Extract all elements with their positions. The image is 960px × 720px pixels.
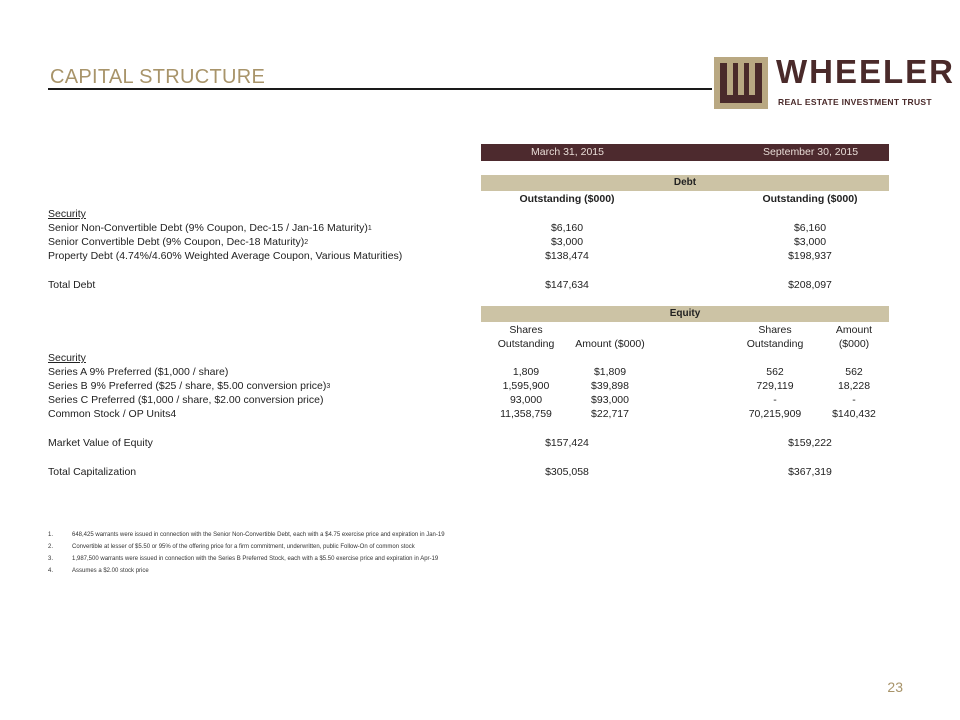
equity-amount-header-2b: ($000) [838,338,870,350]
equity-amount-header-2a: Amount [835,324,873,336]
equity-row-amount-1: $39,898 [591,380,629,392]
period-september-2015: September 30, 2015 [763,146,859,158]
market-value-label: Market Value of Equity [48,437,153,449]
logo-tagline: REAL ESTATE INVESTMENT TRUST [778,97,932,107]
debt-col-header-2: Outstanding ($000) [762,193,858,205]
footnote-number: 3. [48,556,54,562]
total-debt-value-2: $208,097 [788,279,832,291]
debt-row-value-1: $6,160 [550,222,584,234]
total-capitalization-2: $367,319 [788,466,832,478]
debt-row-value-1: $3,000 [550,236,584,248]
debt-security-label: Security [48,208,86,220]
debt-row-value-1: $138,474 [545,250,589,262]
equity-row-label: Series C Preferred ($1,000 / share, $2.00 conversion price) [48,394,324,406]
equity-row-shares-2: 70,215,909 [748,408,802,420]
wheeler-logo [712,53,955,113]
footnote-text: 1,987,500 warrants were issued in connection with the Series B Preferred Stock, each with a $5.50 exercise price and expiration in Apr-19 [72,556,439,562]
equity-row-label: Common Stock / OP Units4 [48,408,177,420]
footnote-text: Convertible at lesser of $5.50 or 95% of the offering price for a firm commitment, underwritten, public Follow-On of common stock [72,544,415,550]
footnote-number: 2. [48,544,54,550]
page-number: 23 [887,679,903,695]
equity-row-shares-1: 1,809 [512,366,540,378]
period-header-bar [481,144,889,161]
equity-row-shares-2: 729,119 [756,380,794,392]
debt-row-value-2: $198,937 [788,250,832,262]
equity-row-amount-2: - [852,394,856,406]
debt-band: Debt [481,175,889,191]
debt-row-label: Senior Non-Convertible Debt (9% Coupon, Dec-15 / Jan-16 Maturity)$^1$ [48,222,372,234]
equity-row-amount-2: 18,228 [837,380,871,392]
market-value-1: $157,424 [545,437,589,449]
title-underline [48,88,714,90]
equity-amount-header-1: Amount ($000) [575,338,645,350]
debt-row-label: Senior Convertible Debt (9% Coupon, Dec-18 Maturity)$^2$ [48,236,309,248]
equity-row-amount-2: $140,432 [832,408,876,420]
equity-row-shares-2: 562 [766,366,784,378]
footnote-number: 4. [48,568,54,574]
equity-row-amount-1: $1,809 [593,366,627,378]
page-title: CAPITAL STRUCTURE [50,66,266,88]
total-debt-value-1: $147,634 [545,279,589,291]
equity-band: Equity [481,306,889,322]
market-value-2: $159,222 [788,437,832,449]
debt-row-value-2: $3,000 [793,236,827,248]
equity-row-amount-1: $93,000 [591,394,629,406]
total-capitalization-1: $305,058 [545,466,589,478]
logo-wordmark: WHEELER [776,53,955,90]
period-march-2015: March 31, 2015 [531,146,604,158]
wheeler-w-mark-icon [712,55,770,111]
equity-row-shares-1: 93,000 [509,394,543,406]
equity-shares-header-2: Shares [758,324,792,336]
equity-row-shares-1: 1,595,900 [502,380,550,392]
equity-row-amount-1: $22,717 [591,408,629,420]
equity-outstanding-header-1: Outstanding [497,338,555,350]
equity-shares-header-1: Shares [509,324,543,336]
equity-row-label: Series B 9% Preferred ($25 / share, $5.00 conversion price)$^3$ [48,380,331,392]
equity-row-amount-2: 562 [845,366,863,378]
equity-row-label: Series A 9% Preferred ($1,000 / share) [48,366,229,378]
debt-row-label: Property Debt (4.74%/4.60% Weighted Average Coupon, Various Maturities) [48,250,403,262]
total-debt-label: Total Debt [48,279,96,291]
debt-col-header-1: Outstanding ($000) [519,193,615,205]
footnote-text: Assumes a $2.00 stock price [72,568,149,574]
debt-row-value-2: $6,160 [793,222,827,234]
footnote-number: 1. [48,532,54,538]
total-capitalization-label: Total Capitalization [48,466,137,478]
equity-outstanding-header-2: Outstanding [746,338,804,350]
equity-row-shares-2: - [773,394,777,406]
footnote-text: 648,425 warrants were issued in connection with the Senior Non-Convertible Debt, each with a $4.75 exercise price and expiration in Jan-19 [72,532,445,538]
equity-row-shares-1: 11,358,759 [500,408,552,420]
equity-security-label: Security [48,352,86,364]
